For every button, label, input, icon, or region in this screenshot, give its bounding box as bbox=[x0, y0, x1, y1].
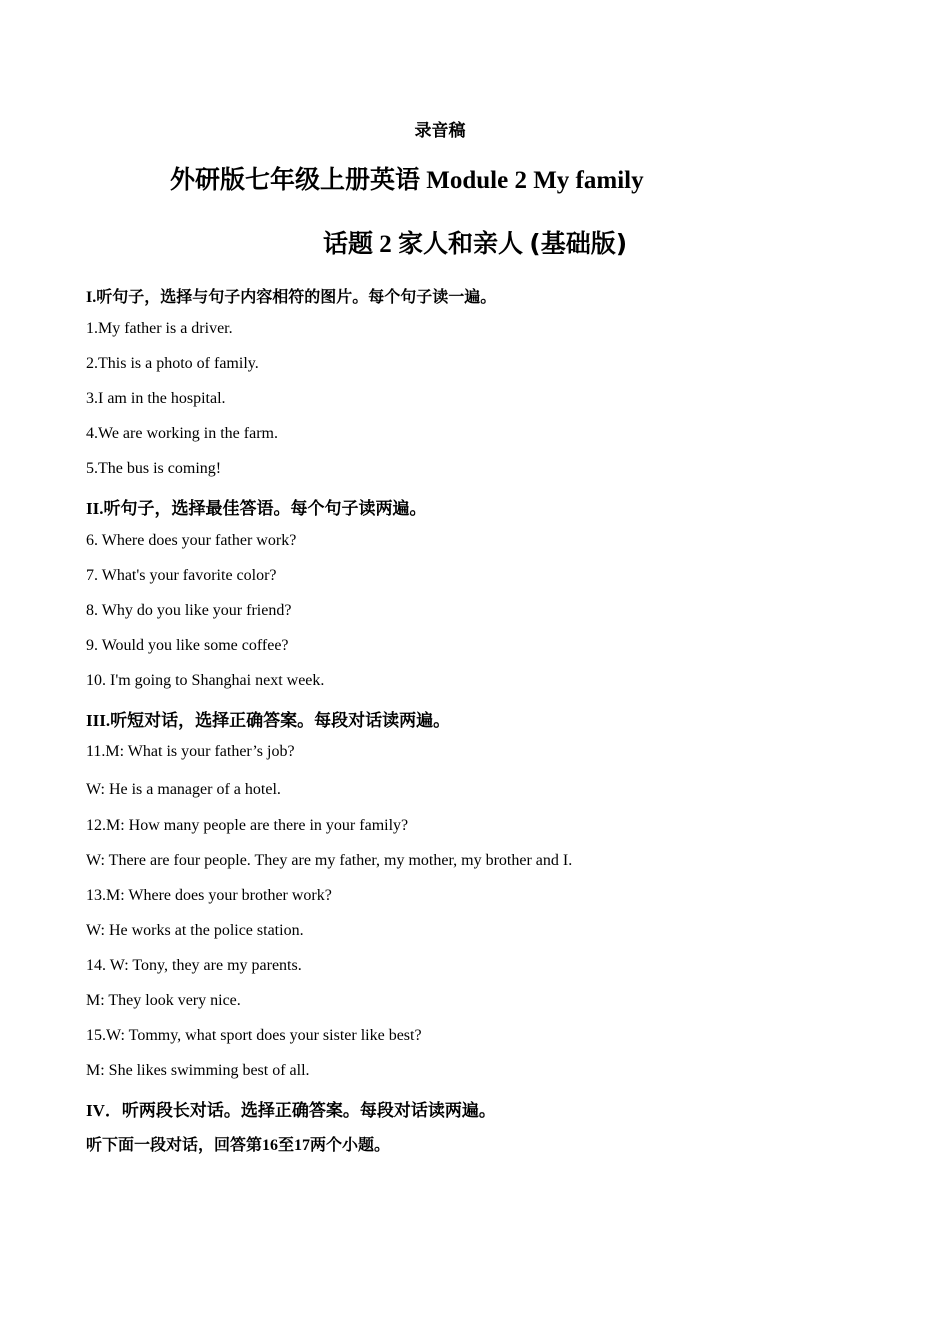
section-4-instruction: 听两段长对话。选择正确答案。每段对话读两遍。 bbox=[121, 1101, 496, 1121]
section-4-number: IV． bbox=[86, 1101, 122, 1120]
subheading-part-a: 听下面一段对话，回答第 bbox=[86, 1135, 263, 1154]
list-item: 3.I am in the hospital. bbox=[86, 390, 226, 407]
dialogue-line: M: They look very nice. bbox=[86, 992, 241, 1009]
section-2-heading bbox=[86, 494, 426, 519]
subheading-part-c: 两个小题。 bbox=[310, 1135, 391, 1154]
list-item: 4.We are working in the farm. bbox=[86, 425, 278, 442]
subtitle-version: (基础版) bbox=[529, 229, 628, 258]
section-1-number: I. bbox=[86, 289, 97, 306]
section-1-instruction: 听句子，选择与句子内容相符的图片。每个句子读一遍。 bbox=[96, 287, 497, 306]
subtitle-topic: 话题 bbox=[323, 229, 374, 258]
subheading-number-17: 17 bbox=[294, 1137, 311, 1154]
transcript-label: 录音稿 bbox=[414, 121, 466, 141]
dialogue-line: 14. W: Tony, they are my parents. bbox=[86, 957, 302, 974]
dialogue-line: W: He works at the police station. bbox=[86, 922, 304, 939]
list-item: 5.The bus is coming! bbox=[86, 460, 222, 477]
dialogue-line: W: He is a manager of a hotel. bbox=[86, 781, 281, 798]
list-item: 6. Where does your father work? bbox=[86, 532, 297, 549]
title-english-part: Module 2 My family bbox=[426, 167, 644, 194]
section-4-subheading bbox=[86, 1132, 390, 1155]
dialogue-line: 13.M: Where does your brother work? bbox=[86, 887, 332, 904]
list-item: 10. I'm going to Shanghai next week. bbox=[86, 672, 325, 689]
section-1-heading bbox=[86, 284, 496, 307]
dialogue-line: M: She likes swimming best of all. bbox=[86, 1062, 310, 1079]
dialogue-line: 15.W: Tommy, what sport does your sister like best? bbox=[86, 1027, 422, 1044]
document-subtitle bbox=[323, 224, 627, 260]
section-2-number: II. bbox=[86, 499, 104, 518]
document-title bbox=[170, 160, 644, 196]
section-3-heading bbox=[86, 706, 450, 731]
section-4-heading bbox=[86, 1096, 496, 1121]
list-item: 7. What's your favorite color? bbox=[86, 567, 277, 584]
section-2-instruction: 听句子，选择最佳答语。每个句子读两遍。 bbox=[103, 499, 427, 519]
title-cjk-part: 外研版七年级上册英语 bbox=[170, 165, 421, 194]
list-item: 8. Why do you like your friend? bbox=[86, 602, 292, 619]
section-3-number: III. bbox=[86, 711, 111, 730]
dialogue-line: 11.M: What is your father’s job? bbox=[86, 743, 295, 760]
dialogue-line: W: There are four people. They are my father, my mother, my brother and I. bbox=[86, 852, 573, 869]
list-item: 9. Would you like some coffee? bbox=[86, 637, 289, 654]
section-3-instruction: 听短对话，选择正确答案。每段对话读两遍。 bbox=[110, 711, 451, 731]
subheading-part-b: 至 bbox=[278, 1135, 295, 1154]
subtitle-number: 2 bbox=[379, 231, 392, 258]
subheading-number-16: 16 bbox=[262, 1137, 279, 1154]
dialogue-line: 12.M: How many people are there in your family? bbox=[86, 817, 409, 834]
list-item: 2.This is a photo of family. bbox=[86, 355, 259, 372]
list-item: 1.My father is a driver. bbox=[86, 320, 233, 337]
subtitle-theme: 家人和亲人 bbox=[398, 229, 524, 258]
